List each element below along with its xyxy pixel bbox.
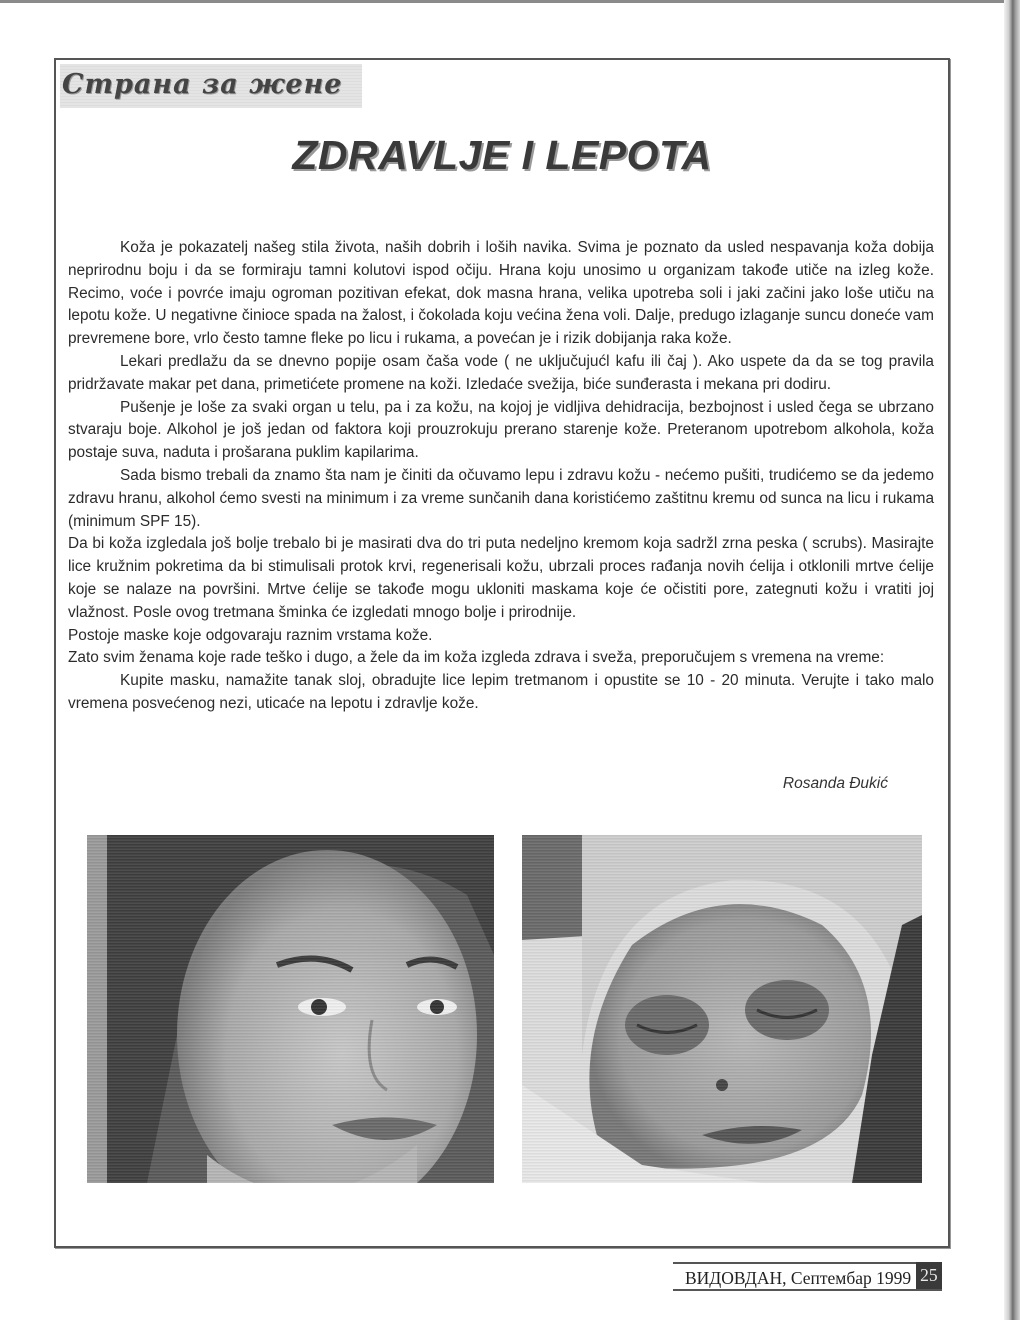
section-label-text: Страна за жене	[62, 69, 343, 100]
scan-top-edge	[0, 0, 1005, 3]
publication-name-date: ВИДОВДАН, Септембар 1999	[673, 1262, 916, 1289]
facial-mask-photo	[522, 835, 922, 1183]
article-paragraph: Postoje maske koje odgovaraju raznim vrstama kože.	[68, 626, 433, 644]
article-body	[68, 237, 934, 716]
article-paragraph: Da bi koža izgledala još bolje trebalo bi je masirati dva do tri puta nedeljno kremom koja sadržl zrna peska ( scrubs). Masirajte lice kružnim pokretima da bi stimulisali protok krvi, regenerisali kožu, ubrzali proces rađanja novih ćelija i otklonili mrtve ćelije koje se nalaze na površini. Mrtve ćelije se takođe mogu ukloniti maskama koje će očistiti pore, zategnuti kožu i vratiti joj vlažnost. Posle ovog tretmana šminka će izgledati mnogo bolje i prirodnije.	[68, 535, 934, 621]
article-paragraph: Zato svim ženama koje rade teško i dugo, a žele da im koža izgleda zdrava i sveža, preporučujem s vremena na vreme:	[68, 649, 885, 667]
page-number: 25	[916, 1262, 942, 1289]
facial-mask-photo-image	[522, 835, 922, 1183]
portrait-photo-image	[87, 835, 494, 1183]
article-paragraph: Koža je pokazatelj našeg stila života, naših dobrih i loših navika. Svima je poznato da usled nespavanja koža dobija neprirodnu boju i da se formiraju tamni kolutovi ispod očiju. Hrana koju unosimo u organizam takođe utiče na izleg kože. Recimo, voće i povrće imaju ogroman pozitivan efekat, dok masna hrana, velika upotreba soli i jaki začini jako loše utiču na lepotu kože. U negativne činioce spada na žalost, i čokolada koju većina žena voli. Dalje, predugo izlaganje suncu doneće vam prevremene bore, vrlo često tamne fleke po licu i rukama, a povećan je i rizik dobijanja raka kože.	[68, 239, 934, 348]
article-paragraph: Lekari predlažu da se dnevno popije osam čaša vode ( ne uključujućl kafu ili čaj ). Ako uspete da da se tog pravila pridržavate makar pet dana, primetićete promene na koži. Izledaće svežija, biće sunđerasta i mekana pri dodiru.	[68, 352, 934, 393]
article-paragraph: Pušenje je loše za svaki organ u telu, pa i za kožu, na kojoj je vidljiva dehidracija, bezbojnost i usled čega se ubrzano stvaraju boje. Alkohol je još jedan od faktora koji prouzrokuju prerano starenje kože. Preteranom upotrebom alkohola, koža postaje suva, naduta i prošarana puklim kapilarima.	[68, 398, 934, 462]
page-footer	[673, 1262, 942, 1291]
article-paragraph: Sada bismo trebali da znamo šta nam je činiti da očuvamo lepu i zdravu kožu - nećemo pušiti, trudićemo se da jedemo zdravu hranu, alkohol ćemo svesti na minimum i za vreme sunčanih dana koristićemo zaštitnu kremu od sunca na licu i rukama (minimum SPF 15).	[68, 466, 934, 530]
page-frame	[54, 58, 950, 1248]
author-byline: Rosanda Đukić	[782, 775, 888, 792]
scan-binding-shadow	[1004, 0, 1020, 1320]
article-paragraph: Kupite masku, namažite tanak sloj, obradujte lice lepim tretmanom i opustite se 10 - 20 minuta. Verujte i tako malo vremena posvećenog nezi, uticaće na lepotu i zdravlje kože.	[68, 672, 934, 712]
portrait-photo	[87, 835, 494, 1183]
article-headline: ZDRAVLJE I LEPOTA	[292, 132, 712, 178]
section-label	[60, 64, 362, 108]
